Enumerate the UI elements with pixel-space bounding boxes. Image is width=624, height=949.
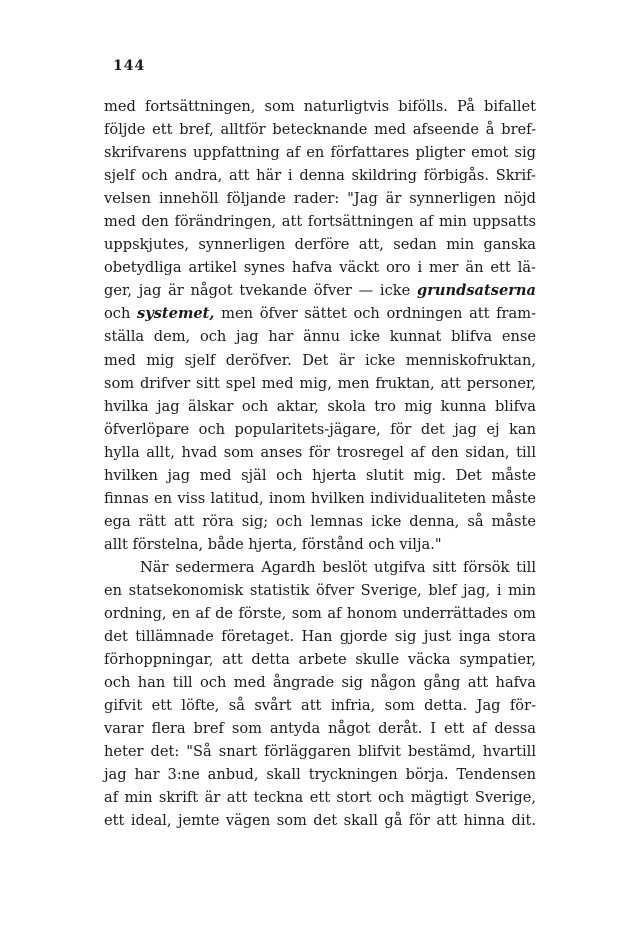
- text-line: [104, 279, 536, 302]
- text-line: jag har 3:ne anbud, skall tryckningen börja. Tendensen: [104, 766, 536, 784]
- text-line: hylla allt, hvad som anses för trosregel af den sidan, till: [104, 443, 536, 461]
- text-line: velsen innehöll följande rader: "Jag är synnerligen nöjd: [104, 190, 536, 208]
- text-line: med den förändringen, att fortsättningen af min uppsatts: [104, 213, 536, 231]
- text-line: ega rätt att röra sig; och lemnas icke denna, så måste: [104, 512, 536, 530]
- text-line: förhoppningar, att detta arbete skulle väcka sympatier,: [104, 651, 536, 669]
- text-line: uppskjutes, synnerligen derföre att, sedan min ganska: [104, 236, 536, 254]
- text-line: gifvit ett löfte, så svårt att infria, som detta. Jag för-: [104, 697, 536, 715]
- text-line: följde ett bref, alltför betecknande med afseende å bref-: [104, 121, 536, 139]
- emphasis-systemet: systemet,: [137, 305, 215, 323]
- text-line: varar flera bref som antyda något deråt. I ett af dessa: [104, 720, 536, 738]
- paragraph-2: [104, 556, 536, 833]
- text-line: [104, 302, 536, 325]
- text-line: och han till och med ångrade sig någon gång att hafva: [104, 674, 536, 692]
- text-line: När sedermera Agardh beslöt utgifva sitt försök till: [140, 558, 536, 576]
- page-number: 144: [113, 58, 146, 74]
- text-line: af min skrift är att teckna ett stort och mägtigt Sverige,: [104, 789, 536, 807]
- paragraph-1: [104, 95, 536, 556]
- text-line: med mig sjelf deröfver. Det är icke menniskofruktan,: [104, 351, 536, 369]
- text-line: med fortsättningen, som naturligtvis bifölls. På bifallet: [104, 98, 536, 115]
- text-line: ordning, en af de förste, som af honom underrättades om: [104, 605, 536, 623]
- text-line: sjelf och andra, att här i denna skildring förbigås. Skrif-: [104, 167, 536, 185]
- text-line: heter det: "Så snart förläggaren blifvit bestämd, hvartill: [104, 743, 536, 761]
- body-text: [104, 95, 536, 833]
- text-line: det tillämnade företaget. Han gjorde sig just inga stora: [104, 628, 536, 646]
- text-line: som drifver sitt spel med mig, men fruktan, att personer,: [104, 374, 536, 392]
- text-line: hvilken jag med själ och hjerta slutit mig. Det måste: [104, 466, 536, 484]
- text-line: ställa dem, och jag har ännu icke kunnat blifva ense: [104, 328, 536, 346]
- emphasis-grundsatserna: grundsatserna: [417, 282, 536, 300]
- text-segment: men öfver sättet och ordningen att fram-: [221, 305, 536, 323]
- text-line: finnas en viss latitud, inom hvilken individualiteten måste: [104, 489, 536, 507]
- text-line: allt förstelna, både hjerta, förstånd och vilja.": [104, 535, 442, 553]
- text-line: skrifvarens uppfattning af en författares pligter emot sig: [104, 144, 536, 162]
- text-line: en statsekonomisk statistik öfver Sverige, blef jag, i min: [104, 581, 536, 599]
- text-line: öfverlöpare och popularitets-jägare, för det jag ej kan: [104, 420, 536, 438]
- text-line: obetydliga artikel synes hafva väckt oro i mer än ett lä-: [104, 259, 536, 277]
- text-line: ett ideal, jemte vägen som det skall gå för att hinna dit.: [104, 812, 536, 830]
- text-line: hvilka jag älskar och aktar, skola tro mig kunna blifva: [104, 397, 536, 415]
- text-segment: ger, jag är något tvekande öfver — icke: [104, 282, 411, 300]
- text-segment: och: [104, 305, 131, 323]
